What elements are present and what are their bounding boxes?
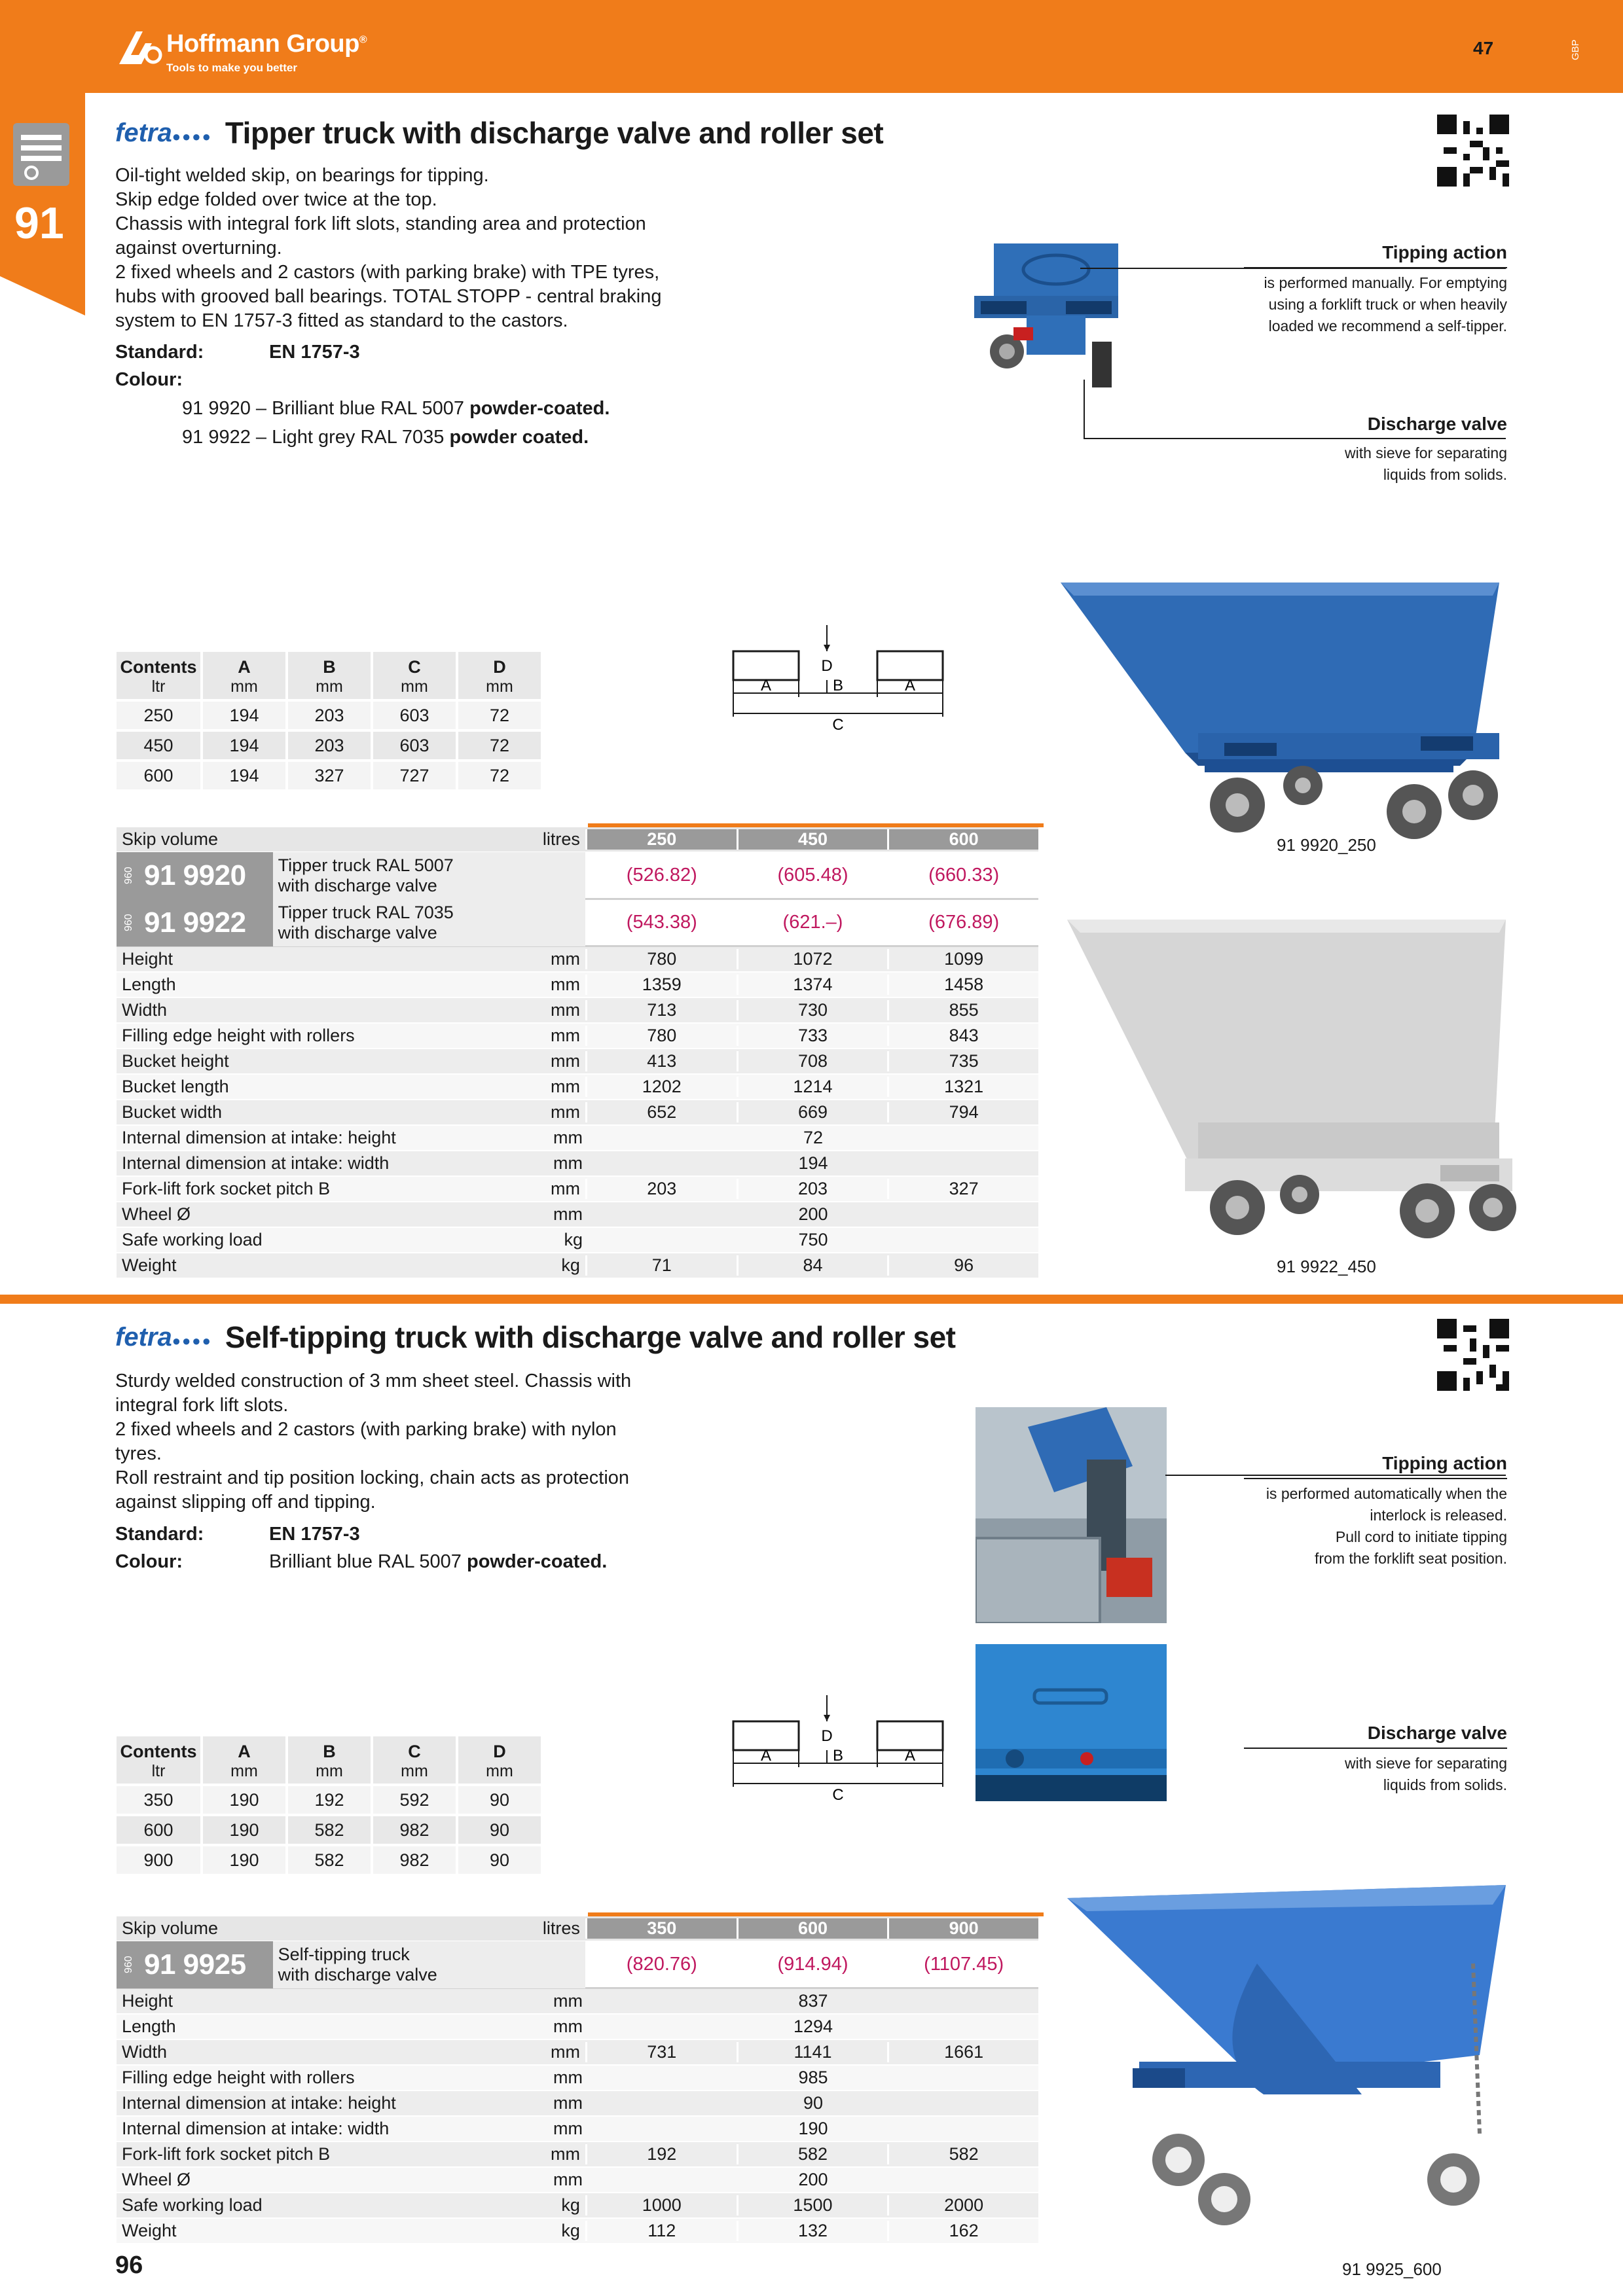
spec-value: 708 bbox=[737, 1051, 888, 1071]
price: (914.94) bbox=[737, 1954, 888, 1975]
table-row: 900 190 582 982 90 bbox=[117, 1845, 542, 1875]
spec-row bbox=[117, 947, 1038, 973]
page-number-bottom: 96 bbox=[115, 2251, 143, 2279]
grey-tipper-truck-image bbox=[1061, 906, 1519, 1247]
section1-colour-label: Colour: bbox=[115, 369, 183, 390]
spec-label: Internal dimension at intake: height bbox=[122, 2093, 396, 2113]
dim-label-a2: A bbox=[904, 1747, 916, 1765]
spec-unit: mm bbox=[550, 2144, 580, 2164]
standard-label: Standard: bbox=[115, 342, 204, 363]
desc-line: tyres. bbox=[115, 1443, 162, 1464]
price: (605.48) bbox=[737, 865, 888, 886]
spec-row bbox=[117, 2117, 1038, 2142]
spec-value: 582 bbox=[737, 2144, 888, 2164]
desc-line: Chassis with integral fork lift slots, standing area and protection bbox=[115, 213, 646, 234]
spec-value: 1072 bbox=[737, 949, 888, 969]
dim-header: A mm bbox=[202, 652, 287, 700]
table-row: 600 194 327 727 72 bbox=[117, 761, 542, 791]
spec-unit: mm bbox=[550, 1102, 580, 1122]
spec-value: 731 bbox=[585, 2042, 737, 2062]
section1-dimension-table bbox=[117, 652, 543, 792]
spec-value: 669 bbox=[737, 1102, 888, 1122]
spec-label: Length bbox=[122, 975, 176, 994]
qr-code-icon bbox=[1437, 115, 1509, 187]
spec-value: 2000 bbox=[887, 2195, 1038, 2215]
table-row: 350 190 192 592 90 bbox=[117, 1785, 542, 1815]
spec-value: 84 bbox=[737, 1255, 888, 1276]
spec-value: 192 bbox=[585, 2144, 737, 2164]
spec-label: Fork-lift fork socket pitch B bbox=[122, 1179, 331, 1198]
spec-value: 72 bbox=[803, 1128, 824, 1147]
article-number: 91 9925 bbox=[144, 1948, 246, 1981]
page-number-top: 47 bbox=[1473, 38, 1494, 58]
spec-value: 132 bbox=[737, 2221, 888, 2241]
spec-value: 190 bbox=[798, 2119, 828, 2138]
spec-label: Bucket height bbox=[122, 1051, 229, 1071]
spec-unit: mm bbox=[553, 1991, 583, 2011]
spec-label: Length bbox=[122, 2017, 176, 2036]
price: (543.38) bbox=[585, 912, 737, 933]
dim-label-c: C bbox=[832, 716, 844, 734]
spec-unit: kg bbox=[561, 2221, 580, 2240]
spec-unit: mm bbox=[553, 2068, 583, 2087]
spec-value: 750 bbox=[798, 1230, 828, 1249]
spec-row bbox=[117, 2015, 1038, 2040]
fetra-logo: fetra●●●● bbox=[115, 1322, 212, 1352]
spec-value: 1141 bbox=[737, 2042, 888, 2062]
spec-value: 985 bbox=[798, 2068, 828, 2087]
brand-tagline: Tools to make you better bbox=[166, 62, 297, 74]
spec-row bbox=[117, 2193, 1038, 2219]
spec-value: 1359 bbox=[585, 975, 737, 995]
spec-row bbox=[117, 1049, 1038, 1075]
spec-value: 780 bbox=[585, 1026, 737, 1046]
desc-line: Roll restraint and tip position locking, chain acts as protection bbox=[115, 1467, 630, 1488]
spec-label: Height bbox=[122, 1991, 173, 2011]
spec-label: Fork-lift fork socket pitch B bbox=[122, 2144, 331, 2164]
fork-pocket-diagram bbox=[727, 625, 949, 736]
spec-unit: mm bbox=[553, 1204, 583, 1224]
spec-value: 843 bbox=[887, 1026, 1038, 1046]
dim-header: C mm bbox=[372, 652, 457, 700]
desc-line: against overturning. bbox=[115, 238, 282, 259]
section1-description bbox=[115, 164, 704, 333]
spec-value: 837 bbox=[798, 1991, 828, 2011]
spec-label: Filling edge height with rollers bbox=[122, 2068, 355, 2087]
article-row: 960 91 9920 Tipper truck RAL 5007 with discharge valve (526.82) (605.48) (660.33) bbox=[117, 853, 1038, 900]
spec-value: 96 bbox=[887, 1255, 1038, 1276]
article-row: 960 91 9925 Self-tipping truck with discharge valve (820.76) (914.94) (1107.45) bbox=[117, 1942, 1038, 1989]
spec-head-row: Skip volume litres 350 600 900 bbox=[117, 1916, 1038, 1942]
spec-value: 713 bbox=[585, 1000, 737, 1020]
spec-unit: mm bbox=[553, 2119, 583, 2138]
spec-unit: mm bbox=[553, 1153, 583, 1173]
spec-head-row: Skip volume litres 250 450 600 bbox=[117, 827, 1038, 853]
spec-unit: mm bbox=[550, 949, 580, 969]
dim-label-a: A bbox=[760, 1747, 772, 1765]
spec-row bbox=[117, 2219, 1038, 2244]
spec-value: 112 bbox=[585, 2221, 737, 2241]
spec-row bbox=[117, 1100, 1038, 1126]
dim-label-d: D bbox=[821, 1727, 833, 1745]
brand-mark: ® bbox=[359, 34, 367, 46]
spec-label: Wheel Ø bbox=[122, 1204, 191, 1224]
spec-label: Bucket width bbox=[122, 1102, 223, 1122]
spec-value: 855 bbox=[887, 1000, 1038, 1020]
section2-colour: Colour: Brilliant blue RAL 5007 powder-coated. bbox=[115, 1551, 608, 1572]
spec-row bbox=[117, 2066, 1038, 2091]
desc-line: 2 fixed wheels and 2 castors (with parking brake) with TPE tyres, bbox=[115, 262, 660, 283]
spec-value: 735 bbox=[887, 1051, 1038, 1071]
hoffmann-logo-icon bbox=[117, 26, 164, 68]
dim-header: A mm bbox=[202, 1736, 287, 1785]
spec-value: 413 bbox=[585, 1051, 737, 1071]
spec-value: 162 bbox=[887, 2221, 1038, 2241]
spec-unit: kg bbox=[564, 1230, 583, 1249]
section2-dimension-table bbox=[117, 1736, 543, 1876]
spec-label: Filling edge height with rollers bbox=[122, 1026, 355, 1045]
callout-tipping-action-2: Tipping action is performed automatically when the interlock is released. Pull cord to initiate tipping from the forklift seat position. bbox=[1244, 1453, 1507, 1570]
spec-label: Safe working load bbox=[122, 1230, 263, 1249]
dim-label-a: A bbox=[760, 677, 772, 694]
spec-unit: mm bbox=[550, 1077, 580, 1096]
dim-header: C mm bbox=[372, 1736, 457, 1785]
spec-row bbox=[117, 1075, 1038, 1100]
spec-value: 1500 bbox=[737, 2195, 888, 2215]
spec-row bbox=[117, 998, 1038, 1024]
spec-row bbox=[117, 1989, 1038, 2015]
spec-value: 733 bbox=[737, 1026, 888, 1046]
spec-value: 71 bbox=[585, 1255, 737, 1276]
section-divider bbox=[0, 1295, 1623, 1304]
section2-description bbox=[115, 1369, 704, 1515]
image-caption-2: 91 9922_450 bbox=[1277, 1257, 1376, 1276]
table-row: 450 194 203 603 72 bbox=[117, 730, 542, 761]
discharge-valve-image bbox=[976, 1644, 1167, 1801]
spec-value: 780 bbox=[585, 949, 737, 969]
dim-label-a2: A bbox=[904, 677, 916, 694]
price: (660.33) bbox=[887, 865, 1038, 886]
section1-title-bar bbox=[115, 115, 883, 151]
dim-header: Contents ltr bbox=[117, 652, 202, 700]
spec-value: 327 bbox=[887, 1179, 1038, 1199]
spec-value: 730 bbox=[737, 1000, 888, 1020]
section2-spec-table bbox=[117, 1912, 1038, 2244]
dim-label-b: B bbox=[832, 677, 844, 694]
desc-line: system to EN 1757-3 fitted as standard to the castors. bbox=[115, 310, 568, 331]
dim-header: D mm bbox=[457, 652, 542, 700]
section1-spec-table bbox=[117, 823, 1038, 1279]
chapter-number: 91 bbox=[14, 198, 64, 248]
spec-value: 1214 bbox=[737, 1077, 888, 1097]
price: (820.76) bbox=[585, 1954, 737, 1975]
spec-row bbox=[117, 1253, 1038, 1279]
spec-value: 203 bbox=[585, 1179, 737, 1199]
price: (1107.45) bbox=[887, 1954, 1038, 1975]
spec-label: Weight bbox=[122, 1255, 177, 1275]
self-tipping-truck-image bbox=[1061, 1885, 1519, 2245]
spec-row bbox=[117, 2142, 1038, 2168]
table-row: 250 194 203 603 72 bbox=[117, 700, 542, 730]
spec-value: 1202 bbox=[585, 1077, 737, 1097]
spec-unit: mm bbox=[550, 975, 580, 994]
spec-unit: kg bbox=[561, 2195, 580, 2215]
spec-label: Bucket length bbox=[122, 1077, 229, 1096]
desc-line: Sturdy welded construction of 3 mm sheet steel. Chassis with bbox=[115, 1371, 632, 1391]
desc-line: Skip edge folded over twice at the top. bbox=[115, 189, 437, 210]
spec-unit: mm bbox=[550, 1026, 580, 1045]
spec-label: Internal dimension at intake: width bbox=[122, 2119, 390, 2138]
spec-value: 1000 bbox=[585, 2195, 737, 2215]
callout-discharge-valve-2: Discharge valve with sieve for separating liquids from solids. bbox=[1244, 1723, 1507, 1796]
blue-tipper-truck-image bbox=[1054, 569, 1512, 864]
forklift-tipping-image bbox=[976, 1407, 1167, 1623]
spec-label: Height bbox=[122, 949, 173, 969]
spec-unit: mm bbox=[553, 2170, 583, 2189]
hoffmann-logo bbox=[117, 17, 392, 82]
region-tag: GBP bbox=[1570, 39, 1581, 60]
desc-line: hubs with grooved ball bearings. TOTAL STOPP - central braking bbox=[115, 286, 662, 307]
price: (526.82) bbox=[585, 865, 737, 886]
section2-title: Self-tipping truck with discharge valve and roller set bbox=[225, 1320, 956, 1354]
article-row: 960 91 9922 Tipper truck RAL 7035 with discharge valve (543.38) (621.–) (676.89) bbox=[117, 900, 1038, 947]
spec-unit: mm bbox=[550, 1179, 580, 1198]
fetra-logo: fetra●●●● bbox=[115, 118, 212, 147]
spec-row bbox=[117, 2040, 1038, 2066]
fork-pocket-diagram-2 bbox=[727, 1695, 949, 1806]
section1-colour-1: 91 9920 – Brilliant blue RAL 5007 powder-coated. bbox=[182, 398, 610, 419]
spec-value: 200 bbox=[798, 1204, 828, 1224]
section2-title-bar bbox=[115, 1319, 955, 1355]
spec-label: Wheel Ø bbox=[122, 2170, 191, 2189]
desc-line: 2 fixed wheels and 2 castors (with parking brake) with nylon bbox=[115, 1419, 617, 1440]
spec-value: 200 bbox=[798, 2170, 828, 2189]
dim-label-c: C bbox=[832, 1786, 844, 1804]
spec-value: 1458 bbox=[887, 975, 1038, 995]
callout-tipping-action: Tipping action is performed manually. For emptying using a forklift truck or when heavily loaded we recommend a self-tipper. bbox=[1244, 242, 1507, 337]
callout-discharge-valve: Discharge valve with sieve for separating liquids from solids. bbox=[1344, 414, 1507, 483]
spec-value: 203 bbox=[737, 1179, 888, 1199]
brand-name: Hoffmann Group bbox=[166, 30, 359, 58]
spec-label: Weight bbox=[122, 2221, 177, 2240]
desc-line: integral fork lift slots. bbox=[115, 1395, 289, 1416]
spec-row bbox=[117, 2168, 1038, 2193]
section2-standard: Standard: EN 1757-3 bbox=[115, 1524, 360, 1545]
spec-value: 794 bbox=[887, 1102, 1038, 1122]
spec-value: 194 bbox=[798, 1153, 828, 1173]
spec-unit: mm bbox=[550, 1000, 580, 1020]
spec-label: Internal dimension at intake: width bbox=[122, 1153, 390, 1173]
spec-label: Internal dimension at intake: height bbox=[122, 1128, 396, 1147]
section1-title: Tipper truck with discharge valve and roller set bbox=[225, 116, 884, 150]
spec-value: 1374 bbox=[737, 975, 888, 995]
article-number: 91 9920 bbox=[144, 859, 246, 891]
spec-value: 652 bbox=[585, 1102, 737, 1122]
section1-standard bbox=[115, 338, 360, 367]
article-number: 91 9922 bbox=[144, 906, 246, 939]
spec-unit: kg bbox=[561, 1255, 580, 1275]
spec-row bbox=[117, 2091, 1038, 2117]
spec-unit: mm bbox=[553, 2093, 583, 2113]
spec-value: 1099 bbox=[887, 949, 1038, 969]
spec-label: Safe working load bbox=[122, 2195, 263, 2215]
dim-header: D mm bbox=[457, 1736, 542, 1785]
spec-value: 90 bbox=[803, 2093, 824, 2113]
qr-code-icon bbox=[1437, 1319, 1509, 1391]
chapter-tab bbox=[0, 93, 85, 315]
spec-value: 582 bbox=[887, 2144, 1038, 2164]
spec-row bbox=[117, 1151, 1038, 1177]
spec-row bbox=[117, 1126, 1038, 1151]
section1-colour-2: 91 9922 – Light grey RAL 7035 powder coated. bbox=[182, 427, 589, 448]
spec-label: Width bbox=[122, 2042, 168, 2062]
spec-row bbox=[117, 1202, 1038, 1228]
spec-row bbox=[117, 973, 1038, 998]
spec-unit: mm bbox=[553, 2017, 583, 2036]
standard-value: EN 1757-3 bbox=[269, 342, 360, 363]
spec-row bbox=[117, 1177, 1038, 1202]
spec-unit: mm bbox=[550, 1051, 580, 1071]
dim-label-d: D bbox=[821, 657, 833, 675]
spec-value: 1294 bbox=[793, 2017, 833, 2036]
spec-unit: mm bbox=[553, 1128, 583, 1147]
desc-line: against slipping off and tipping. bbox=[115, 1492, 376, 1513]
image-caption-3: 91 9925_600 bbox=[1342, 2259, 1442, 2279]
spec-unit: mm bbox=[550, 2042, 580, 2062]
dim-label-b: B bbox=[832, 1747, 844, 1765]
spec-row bbox=[117, 1228, 1038, 1253]
dim-header: B mm bbox=[287, 652, 372, 700]
dim-header: B mm bbox=[287, 1736, 372, 1785]
price: (621.–) bbox=[737, 912, 888, 933]
spec-value: 1321 bbox=[887, 1077, 1038, 1097]
spec-row bbox=[117, 1024, 1038, 1049]
trolley-icon bbox=[12, 122, 71, 187]
table-row: 600 190 582 982 90 bbox=[117, 1815, 542, 1845]
price: (676.89) bbox=[887, 912, 1038, 933]
spec-label: Width bbox=[122, 1000, 168, 1020]
dim-header: Contents ltr bbox=[117, 1736, 202, 1785]
desc-line: Oil-tight welded skip, on bearings for tipping. bbox=[115, 165, 489, 186]
spec-value: 1661 bbox=[887, 2042, 1038, 2062]
image-caption-1: 91 9920_250 bbox=[1277, 835, 1376, 855]
